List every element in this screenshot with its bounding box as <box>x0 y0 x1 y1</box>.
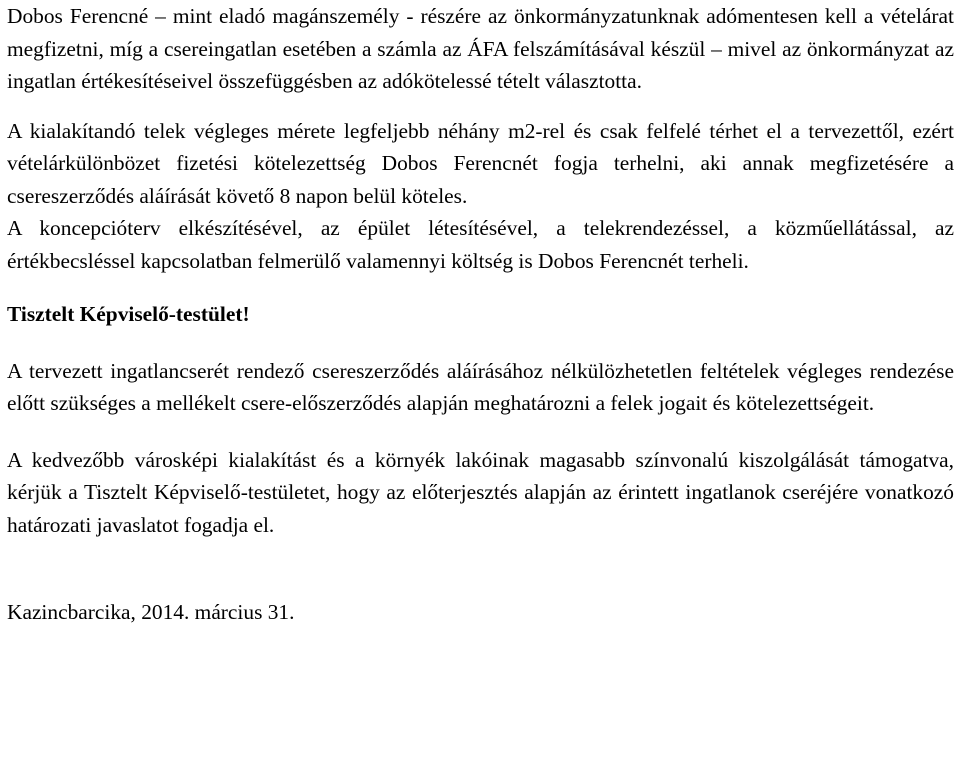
paragraph-costs: A koncepcióterv elkészítésével, az épület létesítésével, a telekrendezéssel, a közműellátással, az értékbecsléssel kapcsolatban felmerülő valamennyi költség is Dobos Ferencnét terheli. <box>7 216 954 273</box>
paragraph-proposal-request: A kedvezőbb városképi kialakítást és a környék lakóinak magasabb színvonalú kiszolgálását támogatva, kérjük a Tisztelt Képviselő-testületet, hogy az előterjesztés alapján az érintett ingatlanok cseréjére vonatkozó határozati javaslatot fogadja el. <box>7 447 954 537</box>
paragraph-preliminary-contract: A tervezett ingatlancserét rendező csereszerződés aláírásához nélkülözhetetlen feltételek végleges rendezése előtt szükséges a mellékelt csere-előszerződés alapján meghatározni a felek jogait és kötelezettségeit. <box>7 358 954 415</box>
place-and-date: Kazincbarcika, 2014. március 31. <box>7 600 295 624</box>
document-body <box>7 0 954 629</box>
paragraph-plot-size: A kialakítandó telek végleges mérete legfeljebb néhány m2-rel és csak felfelé térhet el a tervezettől, ezért vételárkülönbözet fizetési kötelezettség Dobos Ferencnét fogja terhelni, aki annak megfizetésére a csereszerződés aláírását követő 8 napon belül köteles. <box>7 118 954 208</box>
paragraph-vat-note: Dobos Ferencné – mint eladó magánszemély - részére az önkormányzatunknak adómentesen kell a vételárat megfizetni, míg a csereingatlan esetében a számla az ÁFA felszámításával készül – mivel az önkormányzat az ingatlan értékesítéseivel összefüggésben az adókötelessé tételt választotta. <box>7 4 954 93</box>
salutation-heading: Tisztelt Képviselő-testület! <box>7 302 250 326</box>
